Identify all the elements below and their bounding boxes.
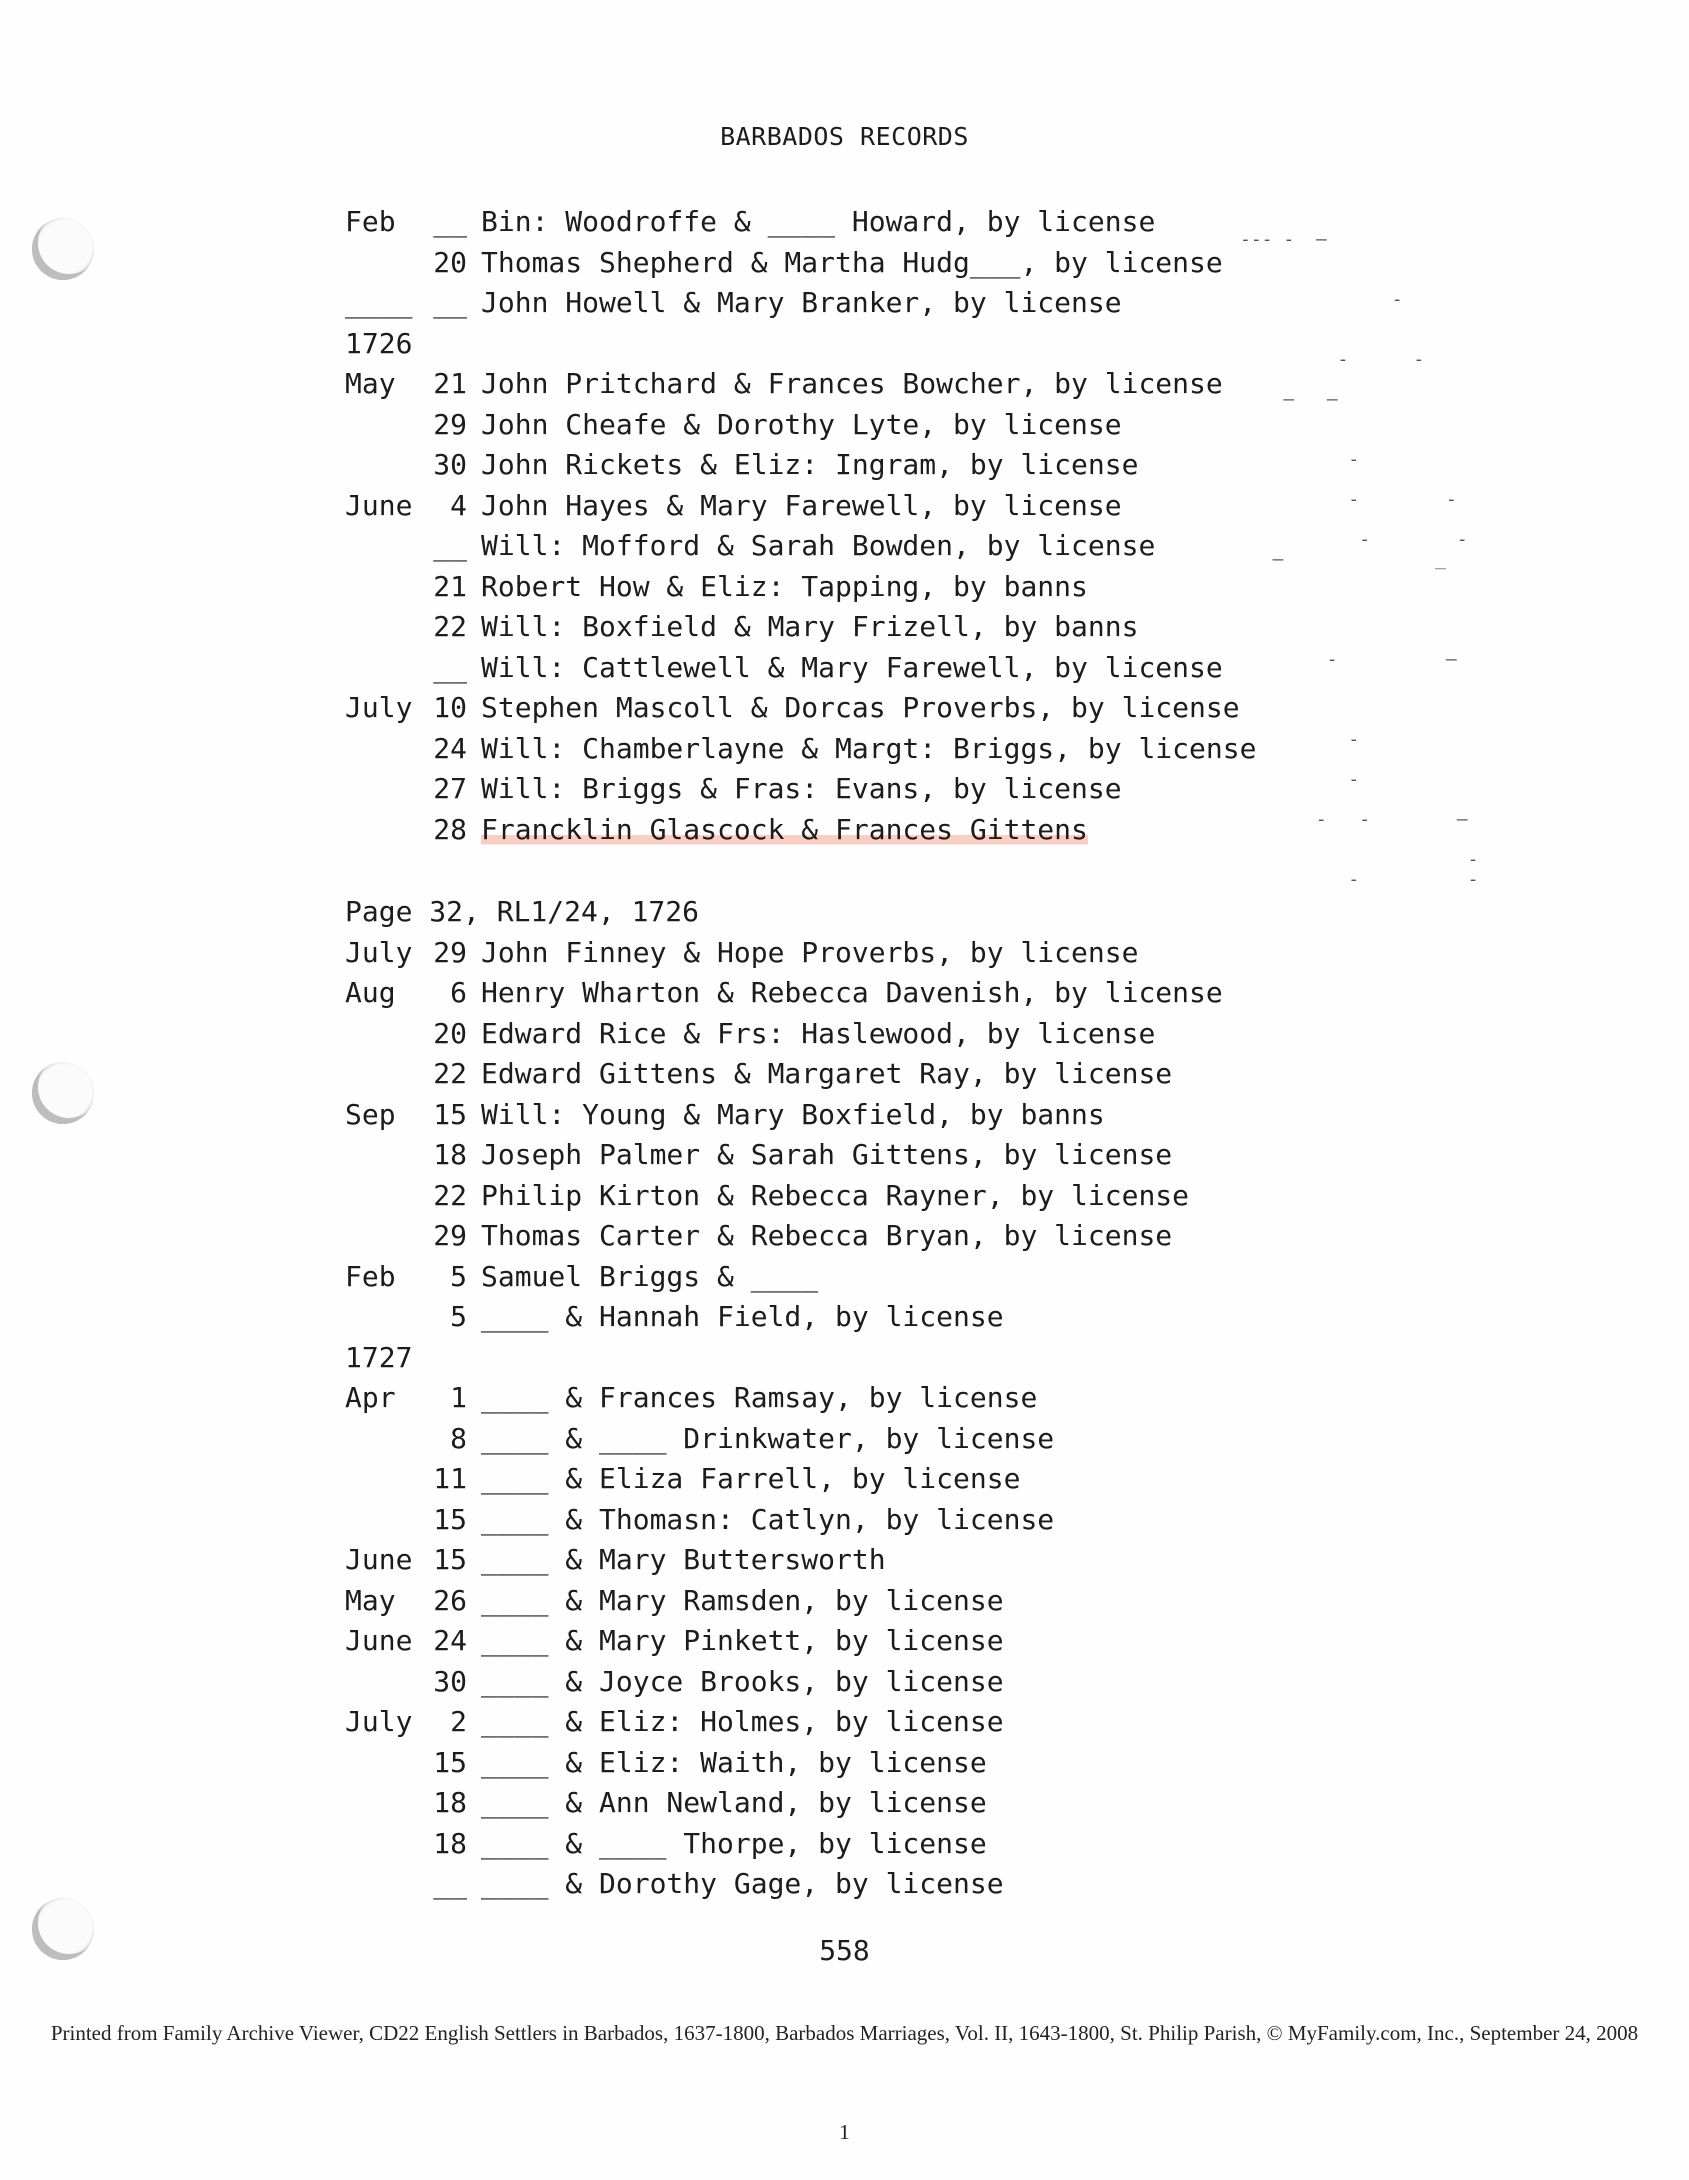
record-row xyxy=(345,810,1345,851)
record-day: 10 xyxy=(433,691,467,724)
record-row xyxy=(345,1297,1345,1338)
record-day: 6 xyxy=(450,976,467,1009)
record-entry: ____ & Eliz: Waith, by license xyxy=(481,1745,987,1779)
record-entry: John Howell & Mary Branker, by license xyxy=(481,286,1122,319)
record-day: 27 xyxy=(433,772,467,805)
record-entry: Will: Chamberlayne & Margt: Briggs, by license xyxy=(481,731,1257,765)
record-month: May xyxy=(345,1583,396,1617)
record-row xyxy=(345,1095,1345,1136)
section-gap xyxy=(345,850,1345,892)
record-month: Apr xyxy=(345,1381,396,1414)
record-day: 30 xyxy=(433,448,467,481)
record-entry: Bin: Woodroffe & ____ Howard, by license xyxy=(481,205,1156,238)
record-entry: Joseph Palmer & Sarah Gittens, by license xyxy=(481,1138,1173,1171)
record-entry: ____ & Mary Buttersworth xyxy=(481,1543,886,1576)
record-entry: Thomas Carter & Rebecca Bryan, by license xyxy=(481,1219,1173,1252)
record-day: 18 xyxy=(433,1138,467,1171)
record-entry: ____ & Mary Pinkett, by license xyxy=(481,1624,1004,1657)
record-day: 21 xyxy=(433,367,467,400)
record-row xyxy=(345,405,1345,446)
record-entry: ____ & Mary Ramsden, by license xyxy=(481,1583,1004,1617)
record-month: July xyxy=(345,935,413,969)
record-day: __ xyxy=(433,286,467,319)
record-month: June xyxy=(345,1543,413,1576)
record-row xyxy=(345,1662,1345,1703)
record-month: July xyxy=(345,1705,413,1738)
record-entry: ____ & Dorothy Gage, by license xyxy=(481,1867,1004,1900)
record-month: Aug xyxy=(345,976,396,1009)
record-entry: Will: Briggs & Fras: Evans, by license xyxy=(481,772,1122,805)
record-row xyxy=(345,1257,1345,1298)
record-day: 20 xyxy=(433,1016,467,1050)
record-row xyxy=(345,1540,1345,1581)
binder-hole xyxy=(32,1062,94,1124)
page-number: 558 xyxy=(819,1934,870,1967)
record-entry: Philip Kirton & Rebecca Rayner, by license xyxy=(481,1178,1190,1212)
record-row xyxy=(345,1581,1345,1622)
record-row xyxy=(345,567,1345,608)
sheet-number: 1 xyxy=(839,2120,850,2144)
record-entry: Francklin Glascock & Frances Gittens xyxy=(481,810,1088,850)
record-day: 29 xyxy=(433,935,467,969)
record-day: __ xyxy=(433,1867,467,1900)
record-row xyxy=(345,1014,1345,1055)
record-entry: John Rickets & Eliz: Ingram, by license xyxy=(481,448,1139,481)
record-row xyxy=(345,1459,1345,1500)
record-entry: Will: Cattlewell & Mary Farewell, by license xyxy=(481,650,1223,684)
margin-marks: --- - — - - - — — - - - - - — _ - — - - - - — - - - xyxy=(1240,229,1479,890)
record-day: 22 xyxy=(433,1057,467,1090)
record-row xyxy=(345,1824,1345,1865)
record-day: 5 xyxy=(450,1259,467,1293)
record-row xyxy=(345,688,1345,729)
record-day: 11 xyxy=(433,1462,467,1495)
record-day: 5 xyxy=(450,1300,467,1333)
record-entry: ____ & Ann Newland, by license xyxy=(481,1786,987,1819)
record-row xyxy=(345,1743,1345,1784)
record-day: 26 xyxy=(433,1583,467,1617)
record-row xyxy=(345,486,1345,527)
record-row xyxy=(345,445,1345,486)
binder-hole xyxy=(32,218,94,280)
record-row xyxy=(345,243,1345,284)
record-row xyxy=(345,1054,1345,1095)
record-month: ____ xyxy=(345,286,413,319)
record-entry: ____ & ____ Drinkwater, by license xyxy=(481,1421,1055,1455)
record-month: Page 32, RL1/24, 1726 xyxy=(345,895,700,928)
record-day: 30 xyxy=(433,1664,467,1698)
record-row xyxy=(345,364,1345,405)
record-month: Feb xyxy=(345,1259,396,1293)
record-day: 2 xyxy=(450,1705,467,1738)
print-footer: Printed from Family Archive Viewer, CD22 English Settlers in Barbados, 1637-1800, Barbados Marriages, Vol. II, 1643-1800, St. Philip Parish, © MyFamily.com, Inc., September 24, 2008 xyxy=(50,2021,1639,2045)
record-day: 15 xyxy=(433,1543,467,1576)
record-day: __ xyxy=(433,529,467,562)
record-row xyxy=(345,1135,1345,1176)
record-day: 15 xyxy=(433,1745,467,1779)
record-row xyxy=(345,202,1345,243)
record-day: 24 xyxy=(433,731,467,765)
record-entry: Will: Young & Mary Boxfield, by banns xyxy=(481,1097,1105,1131)
record-day: 1 xyxy=(450,1381,467,1414)
record-entry: ____ & Frances Ramsay, by license xyxy=(481,1381,1038,1414)
record-entry: Henry Wharton & Rebecca Davenish, by license xyxy=(481,976,1223,1009)
record-row xyxy=(345,283,1345,324)
record-month: 1726 xyxy=(345,326,413,360)
record-row xyxy=(345,729,1345,770)
record-day: 18 xyxy=(433,1826,467,1860)
record-day: 20 xyxy=(433,245,467,279)
record-month: May xyxy=(345,367,396,400)
record-row xyxy=(345,607,1345,648)
records-list xyxy=(345,202,1345,1905)
record-entry: ____ & ____ Thorpe, by license xyxy=(481,1826,987,1860)
record-entry: Edward Rice & Frs: Haslewood, by license xyxy=(481,1016,1156,1050)
record-day: 15 xyxy=(433,1502,467,1536)
record-entry: John Finney & Hope Proverbs, by license xyxy=(481,935,1139,969)
record-entry: Samuel Briggs & ____ xyxy=(481,1259,819,1293)
record-day: 18 xyxy=(433,1786,467,1819)
record-entry: ____ & Thomasn: Catlyn, by license xyxy=(481,1502,1055,1536)
record-entry: ____ & Joyce Brooks, by license xyxy=(481,1664,1004,1698)
record-row xyxy=(345,324,1345,365)
record-day: 8 xyxy=(450,1421,467,1455)
record-row xyxy=(345,1338,1345,1379)
record-day: __ xyxy=(433,650,467,684)
record-entry: Thomas Shepherd & Martha Hudg___, by license xyxy=(481,245,1223,279)
record-row xyxy=(345,933,1345,974)
record-row xyxy=(345,526,1345,567)
record-row xyxy=(345,1500,1345,1541)
record-day: 15 xyxy=(433,1097,467,1131)
record-month: June xyxy=(345,1624,413,1657)
record-day: 22 xyxy=(433,1178,467,1212)
record-row xyxy=(345,1702,1345,1743)
record-entry: ____ & Eliza Farrell, by license xyxy=(481,1462,1021,1495)
record-entry: John Pritchard & Frances Bowcher, by license xyxy=(481,367,1223,400)
record-row xyxy=(345,1621,1345,1662)
record-day: 4 xyxy=(450,488,467,522)
record-day: __ xyxy=(433,205,467,238)
record-row xyxy=(345,1176,1345,1217)
record-entry: Stephen Mascoll & Dorcas Proverbs, by license xyxy=(481,691,1240,724)
record-entry: John Hayes & Mary Farewell, by license xyxy=(481,488,1122,522)
record-row xyxy=(345,1378,1345,1419)
record-month: Sep xyxy=(345,1097,396,1131)
record-month: 1727 xyxy=(345,1340,413,1374)
record-entry: Will: Mofford & Sarah Bowden, by license xyxy=(481,529,1156,562)
record-row xyxy=(345,1419,1345,1460)
record-row xyxy=(345,769,1345,810)
record-entry: ____ & Eliz: Holmes, by license xyxy=(481,1705,1004,1738)
record-row xyxy=(345,973,1345,1014)
page-title: BARBADOS RECORDS xyxy=(720,122,969,151)
record-month: June xyxy=(345,488,413,522)
record-day: 29 xyxy=(433,1219,467,1252)
record-day: 28 xyxy=(433,812,467,846)
record-entry: Edward Gittens & Margaret Ray, by license xyxy=(481,1057,1173,1090)
record-month: July xyxy=(345,691,413,724)
record-entry: Will: Boxfield & Mary Frizell, by banns xyxy=(481,610,1139,643)
record-row xyxy=(345,1783,1345,1824)
record-day: 21 xyxy=(433,569,467,603)
record-row xyxy=(345,1216,1345,1257)
record-day: 24 xyxy=(433,1624,467,1657)
record-row xyxy=(345,892,1345,933)
record-month: Feb xyxy=(345,205,396,238)
record-day: 29 xyxy=(433,407,467,441)
record-entry: Robert How & Eliz: Tapping, by banns xyxy=(481,569,1088,603)
record-entry: John Cheafe & Dorothy Lyte, by license xyxy=(481,407,1122,441)
record-row xyxy=(345,1864,1345,1905)
record-entry: ____ & Hannah Field, by license xyxy=(481,1300,1004,1333)
record-day: 22 xyxy=(433,610,467,643)
record-row xyxy=(345,648,1345,689)
